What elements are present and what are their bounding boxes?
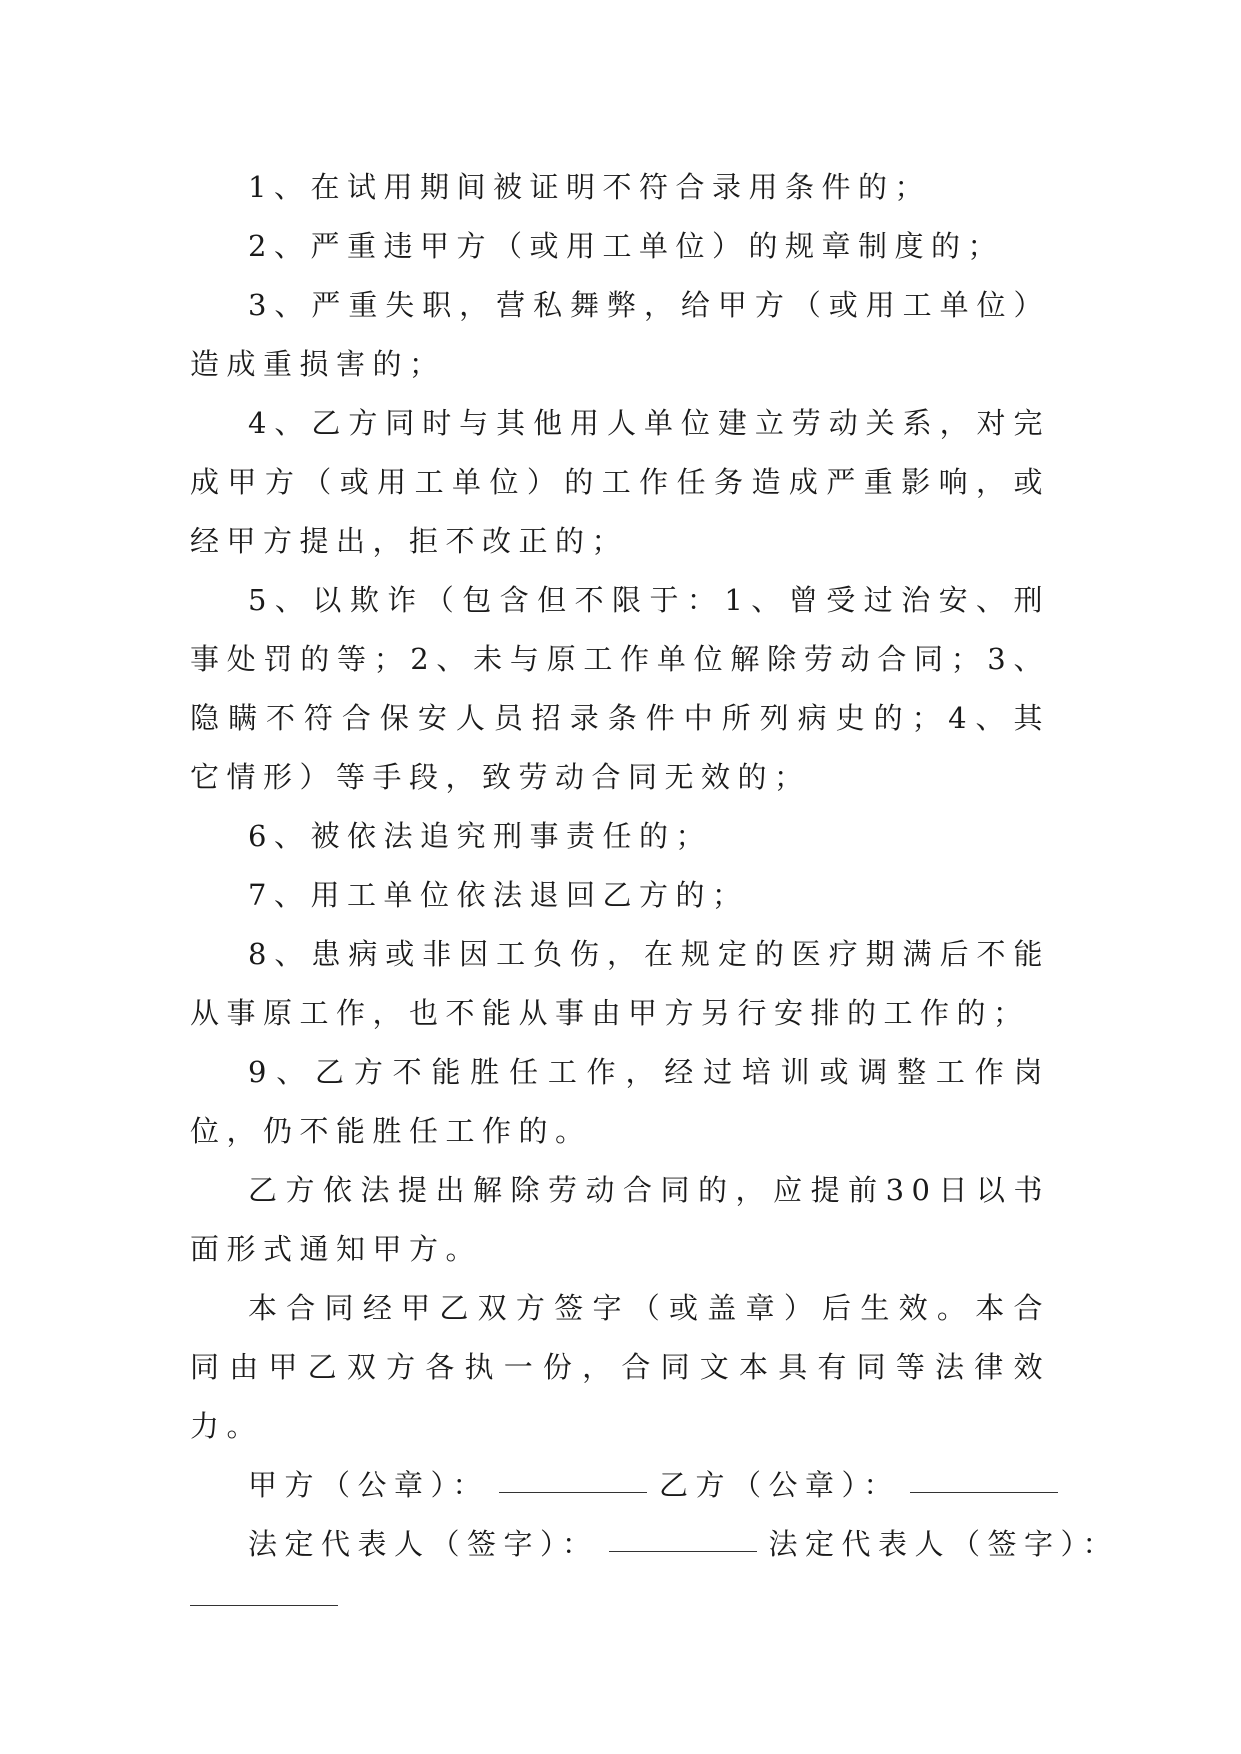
clause-item-2: 2、严重违甲方（或用工单位）的规章制度的； bbox=[248, 229, 1004, 263]
clause-item-4: 4、乙方同时与其他用人单位建立劳动关系，对完成甲方（或用工单位）的工作任务造成严重影响，或经甲方提出，拒不改正的； bbox=[190, 406, 1050, 558]
clause-item-3: 3、严重失职，营私舞弊，给甲方（或用工单位）造成重损害的； bbox=[190, 288, 1050, 381]
contract-body bbox=[190, 158, 1120, 1606]
party-b-seal-blank bbox=[910, 1491, 1058, 1493]
party-b-seal-label: 乙方（公章）： bbox=[659, 1468, 901, 1502]
clause-item-1: 1、在试用期间被证明不符合录用条件的； bbox=[248, 170, 931, 204]
clause-item-8: 8、患病或非因工负伤，在规定的医疗期满后不能从事原工作，也不能从事由甲方另行安排的工作的； bbox=[190, 937, 1050, 1030]
seal-signature-line bbox=[190, 1456, 1050, 1515]
party-a-seal-blank bbox=[499, 1491, 647, 1493]
clause-item-7: 7、用工单位依法退回乙方的； bbox=[248, 878, 749, 912]
clause-item-9: 9、乙方不能胜任工作，经过培训或调整工作岗位，仍不能胜任工作的。 bbox=[190, 1055, 1050, 1148]
party-a-seal-label: 甲方（公章）： bbox=[248, 1468, 490, 1502]
representative-signature-line bbox=[190, 1515, 1120, 1574]
effect-paragraph: 本合同经甲乙双方签字（或盖章）后生效。本合同由甲乙双方各执一份，合同文本具有同等法律效力。 bbox=[190, 1291, 1050, 1443]
party-a-rep-blank bbox=[609, 1550, 757, 1552]
party-a-rep-label: 法定代表人（签字）： bbox=[248, 1527, 599, 1561]
party-b-rep-label: 法定代表人（签字）： bbox=[768, 1527, 1120, 1561]
clause-item-5: 5、以欺诈（包含但不限于：1、曾受过治安、刑事处罚的等；2、未与原工作单位解除劳动合同；3、隐瞒不符合保安人员招录条件中所列病史的；4、其它情形）等手段，致劳动合同无效的； bbox=[190, 583, 1050, 794]
clause-item-6: 6、被依法追究刑事责任的； bbox=[248, 819, 712, 853]
party-b-rep-blank bbox=[190, 1604, 338, 1606]
resignation-paragraph: 乙方依法提出解除劳动合同的，应提前30日以书面形式通知甲方。 bbox=[190, 1173, 1050, 1266]
